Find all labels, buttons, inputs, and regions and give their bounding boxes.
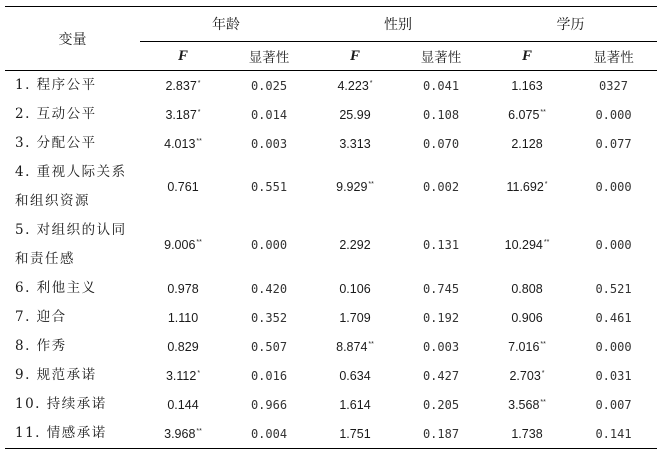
f-header-education: F [521,47,532,64]
f-value-gender [312,216,398,274]
sig-value-age: 0.420 [250,281,288,296]
f-header-gender: F [349,47,360,64]
table-row [5,129,657,158]
sig-value-education: 0.000 [595,180,632,194]
variable-name-line: 3. 分配公平 [15,135,97,151]
sig-value-gender: 0.745 [422,281,460,296]
table-row [5,100,657,129]
f-number: 4.223 [337,78,369,93]
variable-name-line: 和组织资源 [15,193,90,209]
sig-value-age: 0.352 [250,310,288,325]
table-row [5,274,657,303]
table-row [5,216,657,274]
f-number: 0.634 [339,368,371,383]
significance-marker: ** [196,137,202,145]
f-value-education [484,216,570,274]
sig-value-education: 0327 [599,78,628,93]
variable-name-line: 8. 作秀 [15,338,67,354]
variable-name-cell [5,361,140,390]
sig-header-education: 显著性 [593,50,634,66]
sig-value-education: 0.141 [595,426,632,441]
variable-column-header: 变量 [5,7,140,71]
f-value-gender [312,390,398,419]
significance-marker: * [369,79,373,87]
table-row [5,158,657,216]
significance-marker: * [197,369,201,377]
f-value-education [484,274,570,303]
f-number: 3.568 [508,397,540,412]
sig-header-gender: 显著性 [420,50,462,66]
variable-name-line: 和责任感 [15,251,75,267]
group-header-age: 年龄 [140,7,312,42]
sig-value-age: 0.004 [250,426,288,441]
variable-name-line: 5. 对组织的认同 [15,222,127,238]
variable-name-cell [5,71,140,101]
variable-name-cell [5,332,140,361]
f-value-age [140,419,226,449]
f-number: 6.075 [508,107,540,122]
f-value-gender [312,71,398,101]
f-number: 3.968 [164,426,196,441]
f-number: 7.016 [508,339,540,354]
significance-marker: * [197,108,201,116]
f-value-age [140,158,226,216]
anova-results-table [5,6,657,449]
sig-value-education: 0.461 [595,310,632,325]
f-value-age [140,100,226,129]
sig-header-age: 显著性 [248,50,290,66]
sig-value-age: 0.966 [250,397,288,412]
f-number: 11.692 [506,180,544,194]
sig-value-gender: 0.108 [422,107,460,122]
variable-name-line: 9. 规范承诺 [15,367,97,383]
f-number: 0.978 [167,281,199,296]
f-number: 0.906 [511,310,543,325]
f-number: 25.99 [339,107,371,122]
f-number: 0.829 [167,339,199,354]
f-number: 9.006 [164,238,196,252]
sig-value-education: 0.077 [595,136,632,151]
f-number: 2.703 [509,368,541,383]
f-number: 1.110 [167,310,199,325]
significance-marker: ** [540,398,546,406]
f-number: 1.709 [339,310,371,325]
variable-name-cell [5,303,140,332]
variable-name-line: 11. 情感承诺 [15,425,107,441]
variable-name-cell [5,390,140,419]
group-header-education: 学历 [484,7,657,42]
sig-value-gender: 0.427 [422,368,460,383]
significance-marker: * [544,181,548,188]
sig-value-gender: 0.192 [422,310,460,325]
table-row [5,419,657,449]
variable-name-line: 1. 程序公平 [15,77,97,93]
f-number: 8.874 [336,339,368,354]
f-number: 3.112 [165,368,197,383]
sig-value-gender: 0.187 [422,426,460,441]
table-row [5,361,657,390]
sig-value-education: 0.031 [595,368,632,383]
significance-marker: ** [540,108,546,116]
sig-value-age: 0.014 [250,107,288,122]
significance-marker: ** [196,239,202,246]
f-number: 1.751 [339,426,371,441]
significance-marker: ** [368,340,374,348]
sig-value-education: 0.000 [595,107,632,122]
f-value-education [484,361,570,390]
variable-name-line: 6. 利他主义 [15,280,97,296]
sig-value-education: 0.521 [595,281,632,296]
sig-value-age: 0.003 [250,136,288,151]
sig-value-age: 0.551 [250,180,288,194]
f-number: 1.738 [511,426,543,441]
f-value-education [484,332,570,361]
f-value-age [140,303,226,332]
f-value-age [140,216,226,274]
f-value-age [140,71,226,101]
table-row [5,390,657,419]
variable-name-cell [5,129,140,158]
f-value-age [140,129,226,158]
f-number: 9.929 [336,180,368,194]
variable-name-line: 2. 互动公平 [15,106,97,122]
f-value-gender [312,100,398,129]
f-number: 2.837 [165,78,197,93]
f-value-age [140,361,226,390]
table-row [5,71,657,101]
significance-marker: ** [196,427,202,435]
f-value-gender [312,129,398,158]
sig-value-age: 0.025 [250,78,288,93]
sig-value-gender: 0.205 [422,397,460,412]
f-value-gender [312,274,398,303]
variable-name-line: 10. 持续承诺 [15,396,107,412]
f-value-gender [312,158,398,216]
f-number: 2.292 [339,238,371,252]
significance-marker: * [541,369,545,377]
variable-name-cell [5,419,140,449]
sig-value-gender: 0.002 [422,180,460,194]
f-value-education [484,71,570,101]
f-header-age: F [177,47,188,64]
f-number: 1.163 [511,78,543,93]
sig-value-age: 0.507 [250,339,288,354]
significance-marker: ** [540,340,546,348]
f-number: 0.106 [339,281,371,296]
sig-value-gender: 0.003 [422,339,460,354]
f-number: 4.013 [164,136,196,151]
sig-value-education: 0.007 [595,397,632,412]
f-value-gender [312,332,398,361]
table-body [5,71,657,449]
f-value-education [484,390,570,419]
variable-name-cell [5,158,140,216]
f-number: 10.294 [504,238,543,252]
table-row [5,303,657,332]
sig-value-age: 0.000 [250,238,288,252]
sig-value-gender: 0.131 [422,238,460,252]
f-value-education [484,303,570,332]
sig-value-education: 0.000 [595,238,632,252]
f-value-age [140,274,226,303]
f-number: 0.808 [511,281,543,296]
significance-marker: ** [543,239,550,246]
f-value-age [140,332,226,361]
f-value-gender [312,419,398,449]
f-number: 1.614 [339,397,371,412]
sig-value-gender: 0.070 [422,136,460,151]
significance-marker: * [197,79,201,87]
f-number: 0.144 [167,397,199,412]
sig-value-gender: 0.041 [422,78,460,93]
sig-value-age: 0.016 [250,368,288,383]
f-number: 0.761 [167,180,199,194]
f-value-age [140,390,226,419]
f-value-education [484,100,570,129]
f-value-education [484,419,570,449]
f-number: 3.313 [339,136,371,151]
f-value-education [484,158,570,216]
f-value-gender [312,303,398,332]
f-value-gender [312,361,398,390]
sig-value-education: 0.000 [595,339,632,354]
variable-name-cell [5,216,140,274]
variable-name-cell [5,100,140,129]
group-header-gender: 性别 [312,7,484,42]
f-number: 2.128 [511,136,543,151]
variable-name-line: 7. 迎合 [15,309,67,325]
significance-marker: ** [368,181,374,188]
table-row [5,332,657,361]
f-value-education [484,129,570,158]
variable-name-line: 4. 重视人际关系 [15,164,127,180]
f-number: 3.187 [165,107,197,122]
variable-name-cell [5,274,140,303]
